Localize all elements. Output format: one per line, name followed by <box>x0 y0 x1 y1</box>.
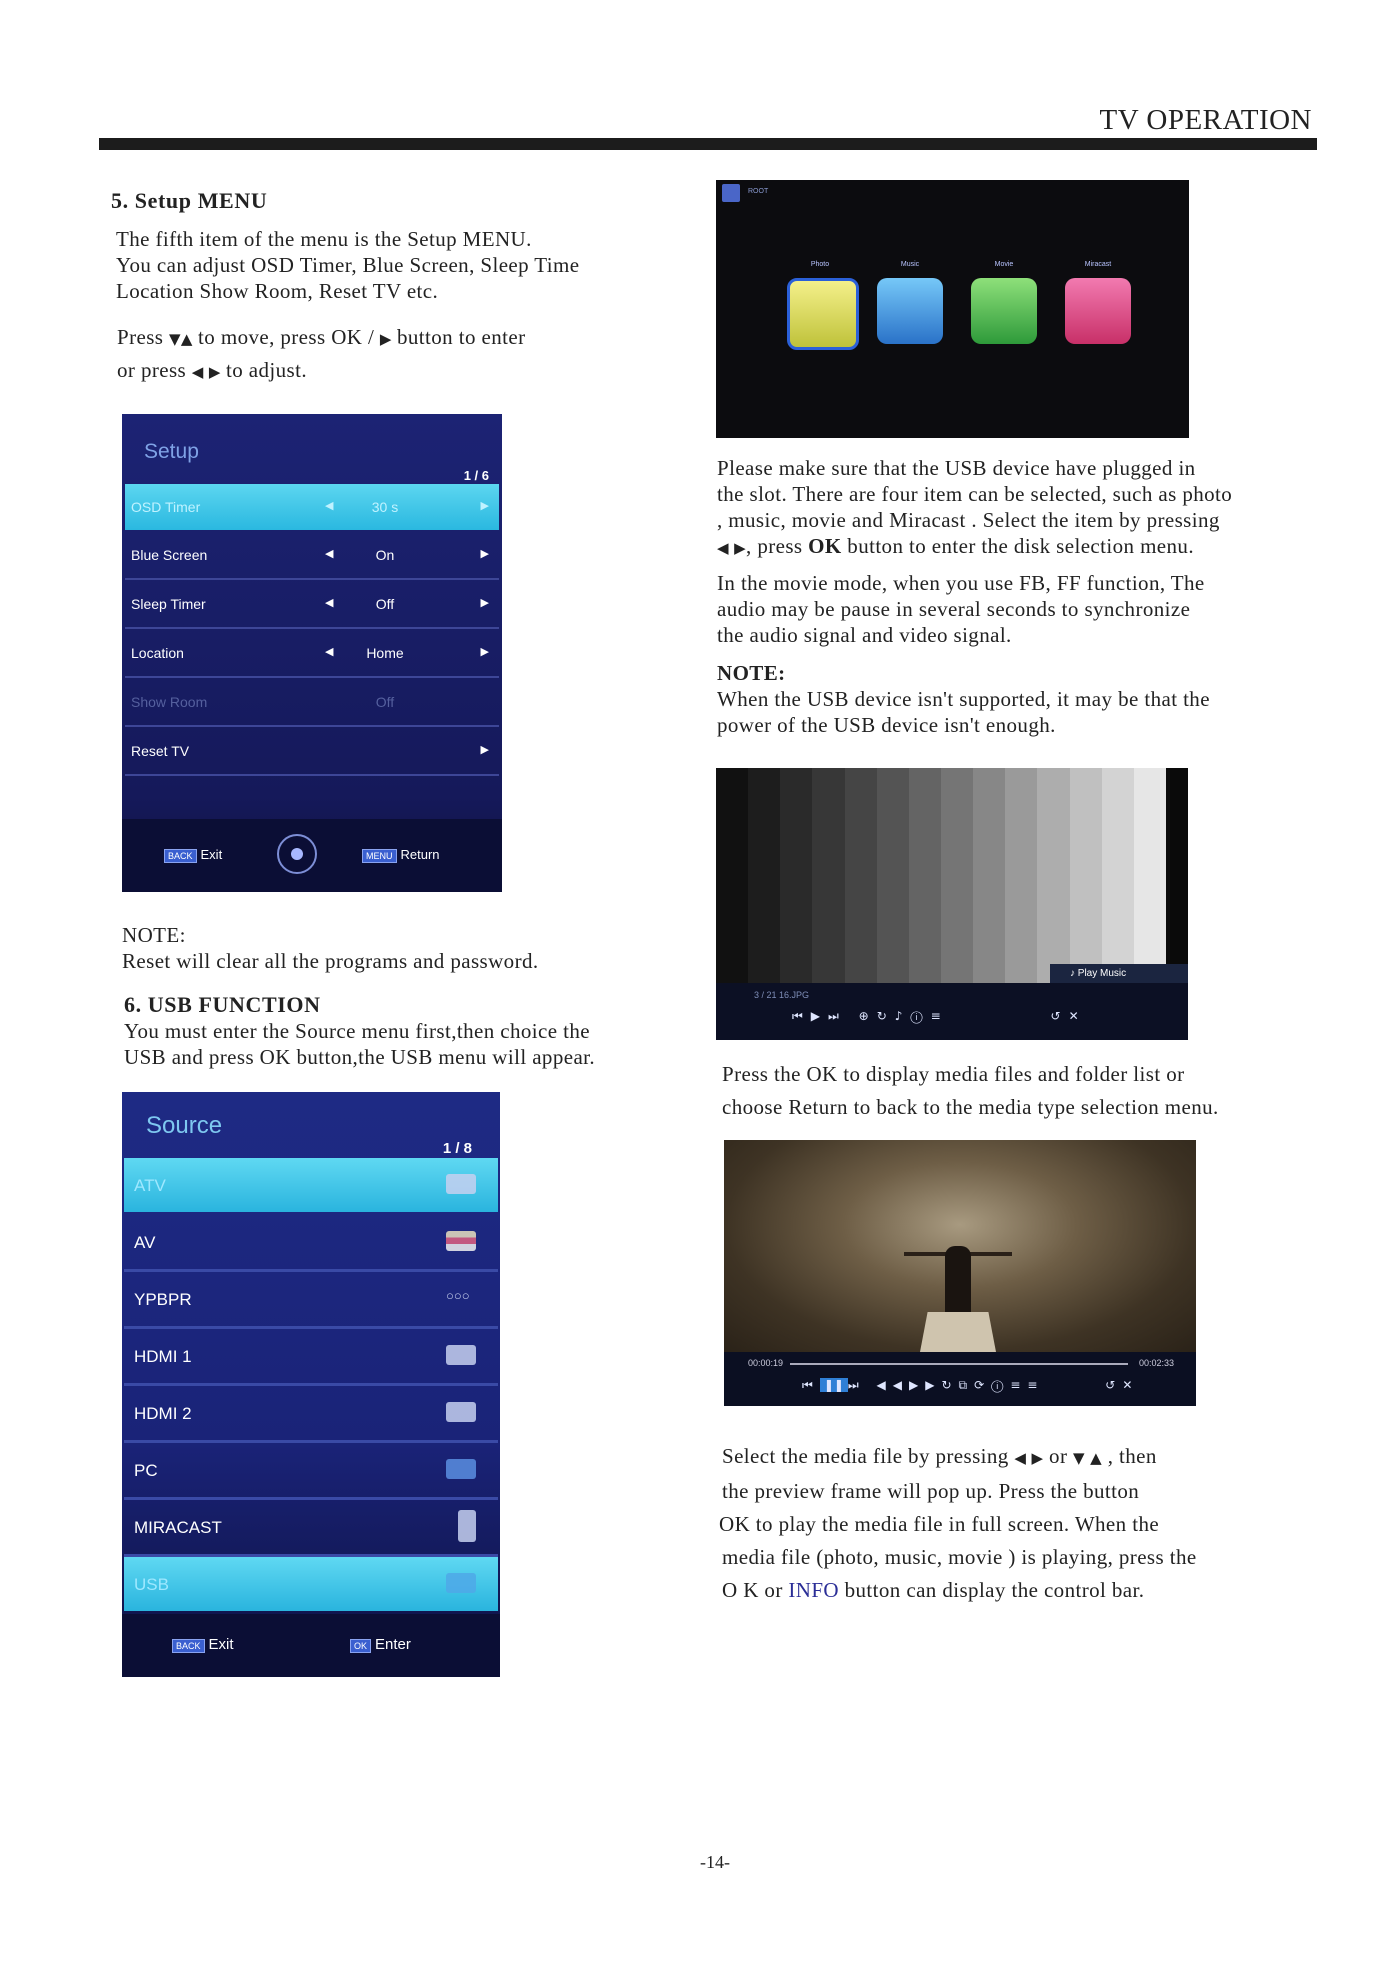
source-item-label: YPBPR <box>134 1290 192 1309</box>
movie-mode-info <box>717 570 1205 648</box>
usb-instruction-text: , press <box>746 534 809 558</box>
ok-key-text: OK <box>808 534 842 558</box>
setup-row-value: Home <box>366 645 404 661</box>
right-arrow-icon[interactable]: ▶ <box>480 499 489 512</box>
movie-mode-line: the audio signal and video signal. <box>717 623 1012 647</box>
setup-row-value: On <box>375 547 395 563</box>
note-text: Reset will clear all the programs and password. <box>122 949 539 973</box>
exit-label: Exit <box>208 1636 234 1653</box>
header-rule <box>99 138 1317 150</box>
right-arrow-icon[interactable]: ▶ <box>480 743 489 756</box>
source-footer <box>122 1614 500 1677</box>
section-6-line: USB and press OK button,the USB menu will appear. <box>124 1045 596 1069</box>
usb-instruction-text: button to enter the disk selection menu. <box>841 534 1194 558</box>
source-page-indicator: 1 / 8 <box>442 1140 472 1157</box>
setup-menu-screen <box>122 414 502 892</box>
elapsed-time: 00:00:19 <box>748 1358 784 1368</box>
instruction-text: button to enter <box>396 325 526 349</box>
page-header-title: TV OPERATION <box>1099 104 1312 136</box>
section-5-heading: 5. Setup MENU <box>111 188 268 213</box>
intro-line: The fifth item of the menu is the Setup MENU. <box>116 227 532 251</box>
setup-menu-title: Setup <box>144 440 199 463</box>
media-list-line: Press the OK to display media files and folder list or <box>722 1062 1185 1086</box>
right-arrow-icon[interactable]: ▶ <box>480 596 489 609</box>
pause-icon[interactable]: ❚❚ <box>820 1378 848 1392</box>
setup-footer <box>122 819 502 892</box>
source-item-pc[interactable] <box>124 1443 498 1500</box>
pc-monitor-icon <box>446 1459 476 1479</box>
menu-return-hint <box>362 847 440 863</box>
playback-text: Select the media file by pressing <box>722 1444 1015 1468</box>
source-item-label: HDMI 2 <box>134 1404 192 1423</box>
playback-line: the preview frame will pop up. Press the button <box>722 1479 1140 1503</box>
left-arrow-icon[interactable]: ◀ <box>325 645 334 658</box>
instruction-text: to move, press OK / <box>198 325 380 349</box>
source-item-label: ATV <box>134 1176 166 1195</box>
media-home-screen <box>716 180 1189 438</box>
movie-mode-line: audio may be pause in several seconds to synchronize <box>717 597 1191 621</box>
usb-note <box>717 660 1210 738</box>
setup-row-osd-timer[interactable] <box>125 484 499 530</box>
setup-row-label: Sleep Timer <box>131 596 206 612</box>
playback-line: media file (photo, music, movie ) is playing, press the <box>722 1545 1197 1569</box>
movie-icon[interactable] <box>971 278 1037 344</box>
usb-instruction-line: , music, movie and Miracast . Select the item by pressing <box>717 508 1220 532</box>
source-item-ypbpr[interactable] <box>124 1272 498 1329</box>
usb-instruction-line: Please make sure that the USB device have plugged in <box>717 456 1196 480</box>
playback-text: O K or <box>722 1578 789 1602</box>
source-item-label: PC <box>134 1461 158 1480</box>
setup-row-label: Location <box>131 645 184 661</box>
back-exit-hint <box>164 847 222 863</box>
setup-row-label: Show Room <box>131 694 208 710</box>
left-arrow-icon[interactable]: ◀ <box>325 499 334 512</box>
media-type-label: Miracast <box>1084 261 1112 268</box>
instruction-text: to adjust. <box>225 358 307 382</box>
source-item-label: USB <box>134 1575 169 1594</box>
down-up-arrows-icon: ▼▲ <box>169 330 199 348</box>
instruction-text: Press <box>117 325 169 349</box>
source-item-label: AV <box>134 1233 156 1252</box>
setup-row-reset-tv[interactable] <box>125 728 499 776</box>
photo-control-buttons[interactable]: ⏮▶⏭ ⊕↻♪ⓘ≡ ↺✕ <box>792 1009 1087 1023</box>
media-type-label: Movie <box>994 261 1014 268</box>
page-number: -14- <box>700 1852 730 1872</box>
movie-mode-line: In the movie mode, when you use FB, FF function, The <box>717 571 1205 595</box>
movie-play-screen <box>724 1140 1196 1406</box>
media-list-instructions <box>722 1058 1219 1124</box>
left-right-arrows-icon: ◀ ▶ <box>1014 1449 1044 1467</box>
intro-line: You can adjust OSD Timer, Blue Screen, Sleep Time <box>116 253 580 277</box>
note-label: NOTE: <box>717 661 786 685</box>
instruction-text: or press <box>117 358 192 382</box>
return-label: Return <box>400 847 440 862</box>
left-right-arrows-icon: ◀ ▶ <box>717 539 747 557</box>
enter-label: Enter <box>375 1636 411 1653</box>
setup-row-location[interactable] <box>125 630 499 678</box>
note-label: NOTE: <box>122 923 186 947</box>
hdmi-port-icon <box>446 1402 476 1422</box>
setup-row-value: 30 s <box>371 499 399 515</box>
setup-row-label: OSD Timer <box>131 499 201 515</box>
setup-row-blue-screen[interactable] <box>125 532 499 580</box>
setup-row-value: Off <box>375 694 395 710</box>
left-right-arrows-icon: ◀ ▶ <box>191 363 226 381</box>
playback-text: or <box>1043 1444 1073 1468</box>
note-line: power of the USB device isn't enough. <box>717 713 1056 737</box>
hdmi-port-icon <box>446 1345 476 1365</box>
play-music-label: Play Music <box>1077 968 1127 979</box>
source-item-label: MIRACAST <box>134 1518 222 1537</box>
media-type-label: Music <box>900 261 920 268</box>
antenna-plug-icon <box>446 1174 476 1194</box>
source-item-usb[interactable] <box>124 1557 498 1611</box>
photo-view-screen <box>716 768 1188 1040</box>
right-arrow-icon: ▶ <box>379 330 397 348</box>
ok-enter-hint <box>350 1636 411 1653</box>
usb-instruction-line: the slot. There are four item can be selected, such as photo <box>717 482 1233 506</box>
left-arrow-icon[interactable]: ◀ <box>325 547 334 560</box>
music-note-icon: ♪ <box>1070 968 1078 979</box>
setup-row-value: Off <box>375 596 395 612</box>
setup-row-sleep-timer[interactable] <box>125 581 499 629</box>
movie-control-buttons[interactable]: ⏮ ❚❚ ⏭ ◀◀▶▶↻⧉⟳ⓘ≡≡ ↺✕ <box>802 1378 1140 1392</box>
setup-row-label: Reset TV <box>131 743 190 759</box>
source-item-label: HDMI 1 <box>134 1347 192 1366</box>
photo-icon[interactable] <box>787 278 859 350</box>
source-menu-title: Source <box>146 1112 223 1139</box>
right-arrow-icon[interactable]: ▶ <box>480 645 489 658</box>
info-key-text: INFO <box>788 1578 839 1602</box>
play-music-button[interactable] <box>1050 964 1188 983</box>
down-up-arrows-icon: ▼ ▲ <box>1073 1449 1103 1467</box>
source-item-av[interactable] <box>124 1215 498 1272</box>
av-cable-icon <box>446 1231 476 1251</box>
back-key-icon: BACK <box>172 1639 205 1653</box>
intro-line: Location Show Room, Reset TV etc. <box>116 279 439 303</box>
section-6-text <box>124 1018 595 1070</box>
pedestal <box>920 1312 996 1352</box>
return-icon[interactable]: ↺✕ <box>1050 1009 1087 1023</box>
playback-text: button can display the control bar. <box>838 1578 1145 1602</box>
component-jacks-icon: ○○○ <box>446 1288 470 1303</box>
section-6-line: You must enter the Source menu first,then choice the <box>124 1019 590 1043</box>
navigation-dial-icon <box>277 834 317 874</box>
source-item-hdmi-2[interactable] <box>124 1386 498 1443</box>
setup-note <box>122 922 539 974</box>
source-item-atv[interactable] <box>124 1158 498 1212</box>
root-folder-icon <box>722 184 740 202</box>
usb-instructions <box>717 455 1232 561</box>
section-5-intro <box>116 226 579 304</box>
right-arrow-icon[interactable]: ▶ <box>480 547 489 560</box>
music-icon[interactable] <box>877 278 943 344</box>
return-icon[interactable]: ↺✕ <box>1105 1378 1140 1392</box>
note-line: When the USB device isn't supported, it may be that the <box>717 687 1210 711</box>
movie-control-bar <box>724 1352 1196 1406</box>
progress-bar[interactable] <box>790 1363 1128 1365</box>
back-exit-hint <box>172 1636 234 1653</box>
back-key-icon: BACK <box>164 849 197 863</box>
wireless-phone-icon <box>458 1510 476 1542</box>
setup-row-show-room <box>125 679 499 727</box>
root-label: ROOT <box>748 188 769 195</box>
usb-drive-icon <box>446 1573 476 1593</box>
playback-line: OK to play the media file in full screen. When the <box>719 1512 1160 1536</box>
media-type-label: Photo <box>810 261 830 268</box>
playback-text: , then <box>1102 1444 1157 1468</box>
source-item-miracast[interactable] <box>124 1500 498 1557</box>
movie-frame <box>724 1140 1196 1352</box>
total-time: 00:02:33 <box>1138 1358 1174 1368</box>
photo-control-bar <box>716 983 1188 1040</box>
photo-info: 3 / 21 16.JPG <box>754 990 810 1000</box>
playback-instructions <box>719 1440 1197 1607</box>
media-list-line: choose Return to back to the media type selection menu. <box>722 1095 1219 1119</box>
ok-key-icon: OK <box>350 1639 371 1653</box>
source-item-hdmi-1[interactable] <box>124 1329 498 1386</box>
figure <box>945 1246 971 1318</box>
section-5-instructions <box>117 322 525 388</box>
source-menu-screen <box>122 1092 500 1677</box>
menu-key-icon: MENU <box>362 849 397 863</box>
setup-page-indicator: 1 / 6 <box>463 468 489 483</box>
exit-label: Exit <box>200 847 223 862</box>
miracast-icon[interactable] <box>1065 278 1131 344</box>
setup-row-label: Blue Screen <box>131 547 208 563</box>
grayscale-photo <box>716 768 1166 983</box>
section-6-heading: 6. USB FUNCTION <box>124 992 321 1017</box>
left-arrow-icon[interactable]: ◀ <box>325 596 334 609</box>
